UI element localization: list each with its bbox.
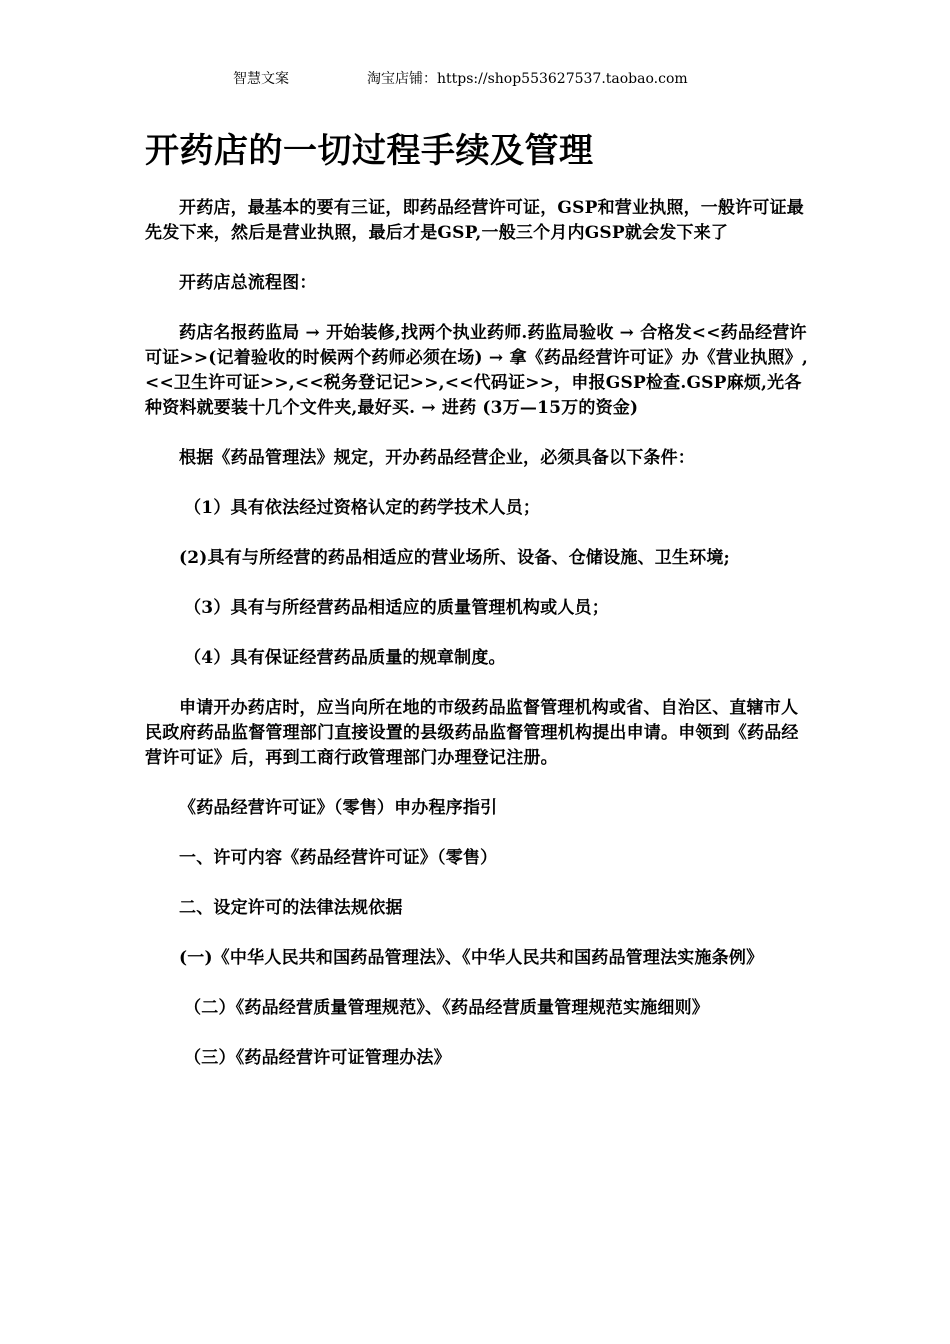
header-brand: 智慧文案 <box>233 71 289 87</box>
paragraph-application: 申请开办药店时，应当向所在地的市级药品监督管理机构或省、自治区、直辖市人民政府药品监督管理部门直接设置的县级药品监督管理机构提出申请。申领到《药品经营许可证》后，再到工商行政管理部门办理登记注册。 <box>145 698 799 768</box>
section-heading-2: 二、设定许可的法律法规依据 <box>179 898 403 918</box>
paragraph-intro: 开药店，最基本的要有三证，即药品经营许可证，GSP和营业执照，一般许可证最先发下来，然后是营业执照，最后才是GSP,一般三个月内GSP就会发下来了 <box>145 198 804 243</box>
law-item-3: （三）《药品经营许可证管理办法》 <box>184 1048 451 1068</box>
document-body <box>145 196 815 1096</box>
condition-item-2: (2)具有与所经营的药品相适应的营业场所、设备、仓储设施、卫生环境; <box>179 548 730 568</box>
paragraph-flowchart: 药店名报药监局 → 开始装修,找两个执业药师.药监局验收 → 合格发<<药品经营许可证>>(记着验收的时候两个药师必须在场) → 拿《药品经营许可证》办《营业执照》,<<卫生许可证>>,<<税务登记记>>,<<代码证>>，申报GSP检查.GSP麻烦,光各种资料就要装十几个文件夹,最好买. → 进药 (3万—15万的资金) <box>145 323 808 418</box>
condition-item-1: （1）具有依法经过资格认定的药学技术人员； <box>184 498 541 518</box>
law-item-1: (一)《中华人民共和国药品管理法》、《中华人民共和国药品管理法实施条例》 <box>179 948 764 968</box>
header-shop-link[interactable]: 淘宝店铺：https://shop553627537.taobao.com <box>367 71 688 87</box>
law-item-2: （二）《药品经营质量管理规范》、《药品经营质量管理规范实施细则》 <box>184 998 709 1018</box>
condition-item-4: （4）具有保证经营药品质量的规章制度。 <box>184 648 506 668</box>
document-title: 开药店的一切过程手续及管理 <box>145 131 594 171</box>
paragraph-conditions-intro: 根据《药品管理法》规定，开办药品经营企业，必须具备以下条件： <box>179 448 695 468</box>
page-header <box>0 68 950 90</box>
paragraph-flowchart-heading: 开药店总流程图： <box>179 273 317 293</box>
condition-item-3: （3）具有与所经营药品相适应的质量管理机构或人员； <box>184 598 609 618</box>
section-heading-1: 一、许可内容《药品经营许可证》（零售） <box>179 848 498 868</box>
section-heading-guide: 《药品经营许可证》（零售）申办程序指引 <box>179 798 498 818</box>
